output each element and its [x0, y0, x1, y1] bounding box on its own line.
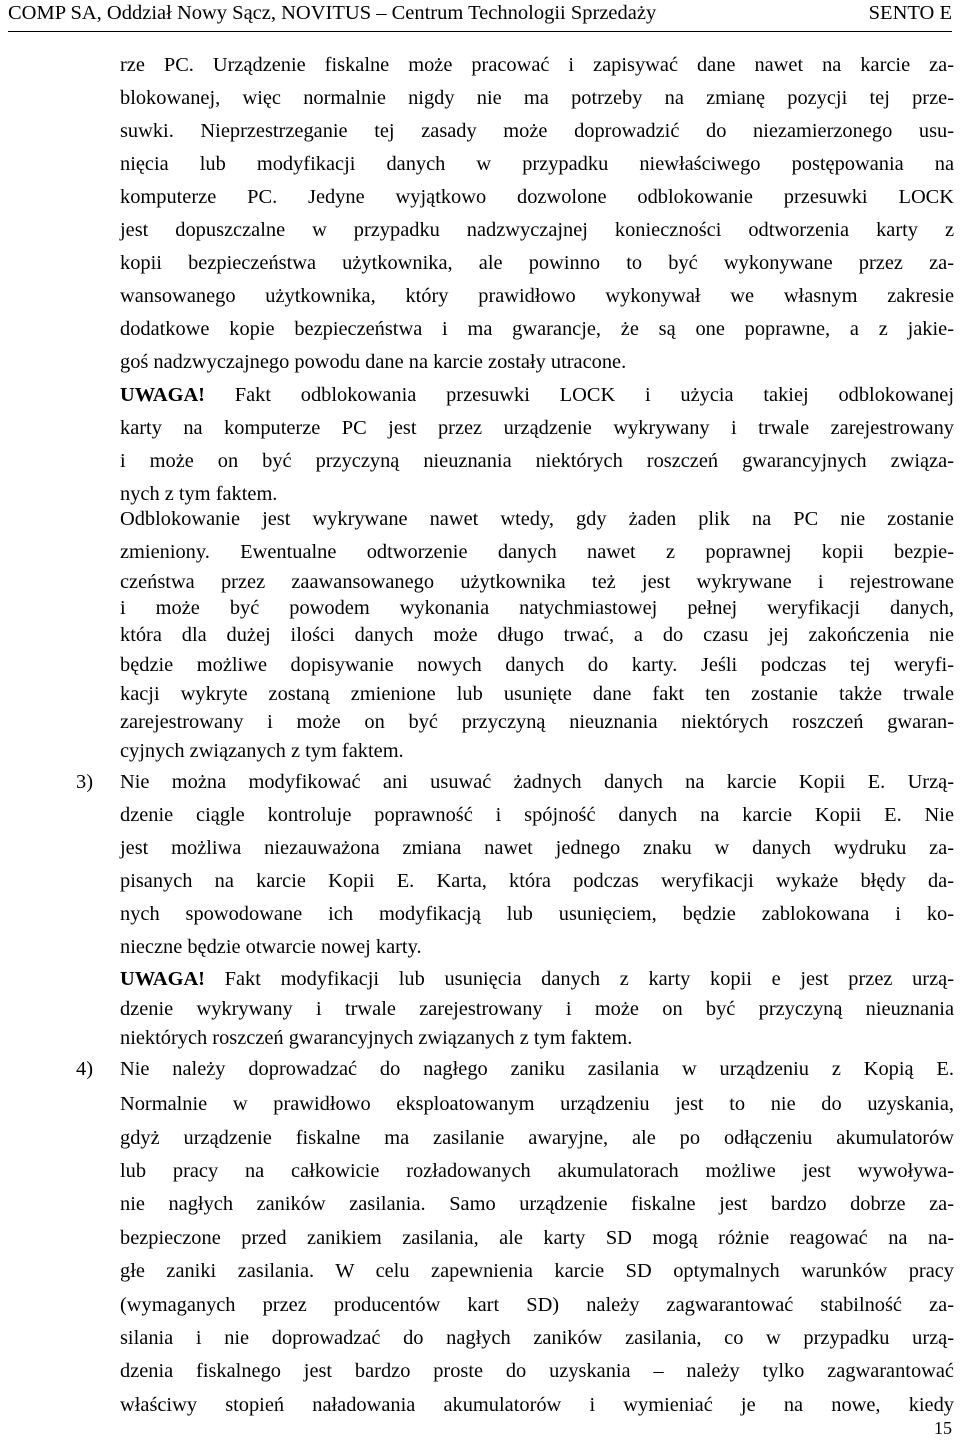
text-line: karty na komputerze PC jest przez urządzenie wykrywany i trwale zarejestrowany: [120, 417, 954, 439]
text-line: kopii bezpieczeństwa użytkownika, ale powinno to być wykonywane przez za-: [120, 252, 954, 274]
text-line: Normalnie w prawidłowo eksploatowanym urządzeniu jest to nie do uzyskania,: [120, 1093, 954, 1115]
text-line: kacji wykryte zostaną zmienione lub usunięte dane fakt ten zostanie także trwale: [120, 683, 954, 705]
text-line: Nie można modyfikować ani usuwać żadnych danych na karcie Kopii E. Urzą-: [120, 771, 954, 793]
text-line: Odblokowanie jest wykrywane nawet wtedy, gdy żaden plik na PC nie zostanie: [120, 508, 954, 530]
text-line: nie nagłych zaników zasilania. Samo urządzenie fiskalne jest bardzo dobrze za-: [120, 1193, 954, 1215]
text-line: suwki. Nieprzestrzeganie tej zasady może doprowadzić do niezamierzonego usu-: [120, 120, 954, 142]
text-line: właściwy stopień naładowania akumulatorów i wymieniać je na nowe, kiedy: [120, 1394, 954, 1416]
text-line: i może być powodem wykonania natychmiastowej pełnej weryfikacji danych,: [120, 597, 954, 619]
text-line: dzenie wykrywany i trwale zarejestrowany i może on być przyczyną nieuznania: [120, 998, 954, 1020]
text-line: Nie należy doprowadzać do nagłego zaniku zasilania w urządzeniu z Kopią E.: [120, 1058, 954, 1080]
warning-line: [120, 965, 954, 993]
text-line: rze PC. Urządzenie fiskalne może pracować i zapisywać dane nawet na karcie za-: [120, 54, 954, 76]
warning-label: UWAGA!: [120, 968, 205, 990]
text-line: lub pracy na całkowicie rozładowanych akumulatorach możliwe jest wywoływa-: [120, 1160, 954, 1182]
text-line: pisanych na karcie Kopii E. Karta, która podczas weryfikacji wykaże błędy da-: [120, 870, 954, 892]
text-line: cyjnych związanych z tym faktem.: [120, 740, 404, 762]
text-line: jest dopuszczalne w przypadku nadzwyczajnej konieczności odtworzenia karty z: [120, 219, 954, 241]
text-line: dzenie ciągle kontroluje poprawność i spójność danych na karcie Kopii E. Nie: [120, 804, 954, 826]
text-line: (wymaganych przez producentów kart SD) należy zagwarantować stabilność za-: [120, 1294, 954, 1316]
text-line: będzie możliwe dopisywanie nowych danych do karty. Jeśli podczas tej weryfi-: [120, 654, 954, 676]
text-line: jest możliwa niezauważona zmiana nawet jednego znaku w danych wydruku za-: [120, 837, 954, 859]
text-line: zarejestrowany i może on być przyczyną nieuznania niektórych roszczeń gwaran-: [120, 711, 954, 733]
text-line: komputerze PC. Jedyne wyjątkowo dozwolone odblokowanie przesuwki LOCK: [120, 186, 954, 208]
text-line: nych z tym faktem.: [120, 483, 278, 505]
header-title: COMP SA, Oddział Nowy Sącz, NOVITUS – Centrum Technologii Sprzedaży: [8, 2, 657, 24]
text-line: która dla dużej ilości danych może długo trwać, a do czasu jej zakończenia nie: [120, 624, 954, 646]
page-header: [8, 0, 952, 32]
warning-line: [120, 381, 954, 409]
warning-text: Fakt modyfikacji lub usunięcia danych z karty kopii e jest przez urzą-: [204, 968, 954, 990]
warning-label: UWAGA!: [120, 384, 205, 406]
text-line: niektórych roszczeń gwarancyjnych związanych z tym faktem.: [120, 1027, 633, 1049]
list-marker: 4): [76, 1058, 93, 1080]
text-line: czeństwa przez zaawansowanego użytkownika też jest wykrywane i rejestrowane: [120, 571, 954, 593]
text-line: dzenia fiskalnego jest bardzo proste do uzyskania – należy tylko zagwarantować: [120, 1360, 954, 1382]
text-line: dodatkowe kopie bezpieczeństwa i ma gwarancje, że są one poprawne, a z jakie-: [120, 318, 954, 340]
list-marker: 3): [76, 771, 93, 793]
page-number: 15: [934, 1418, 952, 1438]
text-line: zmieniony. Ewentualne odtworzenie danych nawet z poprawnej kopii bezpie-: [120, 541, 954, 563]
text-line: i może on być przyczyną nieuznania niektórych roszczeń gwarancyjnych związa-: [120, 450, 954, 472]
text-line: goś nadzwyczajnego powodu dane na karcie zostały utracone.: [120, 351, 627, 373]
text-line: gdyż urządzenie fiskalne ma zasilanie awaryjne, ale po odłączeniu akumulatorów: [120, 1127, 954, 1149]
text-line: silania i nie doprowadzać do nagłych zaników zasilania, co w przypadku urzą-: [120, 1327, 954, 1349]
text-line: nych spowodowane ich modyfikacją lub usunięciem, będzie zablokowana i ko-: [120, 903, 954, 925]
text-line: nięcia lub modyfikacji danych w przypadku niewłaściwego postępowania na: [120, 153, 954, 175]
text-line: wansowanego użytkownika, który prawidłowo wykonywał we własnym zakresie: [120, 285, 954, 307]
warning-text: Fakt odblokowania przesuwki LOCK i użycia takiej odblokowanej: [204, 384, 954, 406]
text-line: nieczne będzie otwarcie nowej karty.: [120, 936, 422, 958]
text-line: głe zaniki zasilania. W celu zapewnienia karcie SD optymalnych warunków pracy: [120, 1260, 954, 1282]
text-line: blokowanej, więc normalnie nigdy nie ma potrzeby na zmianę pozycji tej prze-: [120, 87, 954, 109]
text-line: bezpieczone przed zanikiem zasilania, ale karty SD mogą różnie reagować na na-: [120, 1227, 954, 1249]
header-product: SENTO E: [868, 2, 952, 24]
